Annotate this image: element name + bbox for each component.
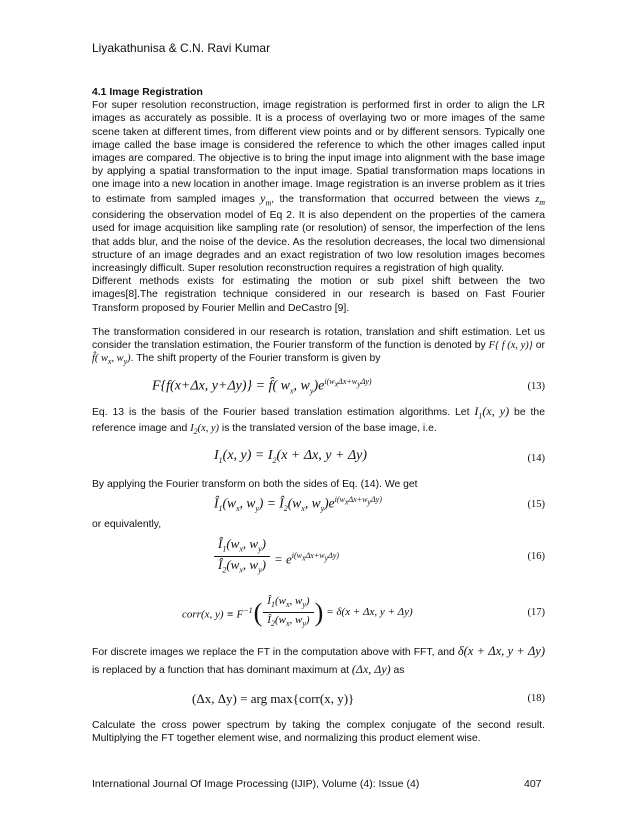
fraction: $\frac{Î_1(w_x, w_y)}{Î_2(w_x, w_y)}$ bbox=[214, 537, 270, 578]
fraction: $\frac{Î_1(w_x, w_y)}{Î_2(w_x, w_y)}$ bbox=[263, 595, 313, 631]
symbol-y-m: $y_m$ bbox=[260, 190, 272, 208]
symbol-z-m: $z_m$ bbox=[535, 193, 546, 207]
paragraph-1: For super resolution reconstruction, image registration is performed first in order to align the LR images as accurately as possible. It is a process of overlaying two or more images of the same scene taken at different times, from different view points and or by different sensors. Typically one image called the base image is considered the reference to which the other images called input images are compared. The objective is to bring the input image into alignment with the base image by applying a spatial transformation to the input image. Spatial transformation maps locations in one image into a new location in another image. Image registration is an inverse problem as it tries to estimate from sampled images $y_m$, the transformation that occurred between the views $z_m$ considering the observation model of Eq 2. It is also dependent on the properties of the camera used for image acquisition like sampling rate (or resolution) of sensor, the imperfection of the lens that adds blur, and the noise of the device. As the resolution decreases, the local two dimensional structure of an image degrades and an exact registration of two low resolution images becomes increasingly difficult. Super resolution reconstruction requires a registration of high quality. bbox=[92, 100, 546, 275]
equation-13: F{f(x+Δx, y+Δy)} = f̂( $w_x$, $w_y)e^{i(w_x\Delta x+w_y\Delta y)}$ (13) bbox=[152, 377, 545, 396]
equation-number: (16) bbox=[527, 551, 545, 563]
running-header: Liyakathunisa & C.N. Ravi Kumar bbox=[92, 41, 271, 55]
paragraph-5: By applying the Fourier transform on both the sides of Eq. (14). We get bbox=[92, 479, 418, 491]
symbol-delta-xy: (Δx, Δy) bbox=[351, 661, 391, 676]
equation-number: (17) bbox=[527, 607, 545, 619]
page-number: 407 bbox=[524, 778, 542, 790]
equation-number: (15) bbox=[527, 499, 545, 510]
equation-16: $\frac{Î_1(w_x, w_y)}{Î_2(w_x, w_y)}$ = $e^{i(w_x\Delta x+w_y\Delta y)}$ (16) bbox=[92, 531, 545, 583]
equation-17: corr(x, $y) \equiv F^{-1}$ ( $\frac{Î_1(w_x, w_y)}{Î_2(w_x, w_y)}$ ) = δ(x + Δx, y + Δy) (17) bbox=[92, 583, 545, 643]
equation-14: $I_1(x$, $y) = I_2(x + \Delta x$, y + Δy) (14) bbox=[214, 448, 545, 466]
section-heading: 4.1 Image Registration bbox=[92, 87, 203, 98]
symbol-delta: δ(x + Δx, y + Δy) bbox=[457, 643, 545, 658]
symbol-f-hat: f̂( $w_x$, $w_y$) bbox=[92, 353, 131, 367]
main-content bbox=[92, 86, 545, 745]
paragraph-7: For discrete images we replace the FT in the computation above with FFT, and δ(x + Δx, y + Δy) is replaced by a function that has dominant maximum at (Δx, Δy) as bbox=[92, 643, 545, 676]
paragraph-6: or equivalently, bbox=[92, 518, 162, 530]
symbol-fourier-f: F{ f (x, y)} bbox=[488, 340, 533, 352]
journal-footer: International Journal Of Image Processing (IJIP), Volume (4): Issue (4) bbox=[92, 778, 420, 790]
paragraph-8: Calculate the cross power spectrum by taking the complex conjugate of the second result. Multiplying the FT together element wise, and normalizing this product element wise. bbox=[92, 719, 545, 745]
equation-18: (Δx, Δy) = arg max{corr(x, y)} (18) bbox=[192, 691, 545, 707]
paragraph-2: Different methods exists for estimating the motion or sub pixel shift between the two images[8].The registration technique considered in our research is based on Fast Fourier Transform proposed by Fourier Mellin and DeCastro [9]. bbox=[92, 276, 545, 314]
paragraph-3: The transformation considered in our research is rotation, translation and shift estimation. Let us consider the translation estimation, the Fourier transform of the function is denoted by F{ f (x, y)} or f̂( $w_x$, $w_y$). The shift property of the Fourier transform is given by bbox=[92, 326, 545, 367]
equation-number: (18) bbox=[527, 693, 545, 705]
equation-15: $Î_1(w_x$, $w_y$) = $Î_2(w_x$, $w_y)e^{i(w_x\Delta x+w_y\Delta y)}$ (15) bbox=[214, 495, 545, 514]
equation-number: (14) bbox=[527, 452, 545, 464]
equation-number: (13) bbox=[527, 380, 545, 392]
paragraph-4: Eq. 13 is the basis of the Fourier based translation estimation algorithms. Let $I_1(x$, y) be the reference image and $I_2(x$, y) is the translated version of the base image, i.e. bbox=[92, 403, 545, 437]
symbol-i2: $I_2(x$, y) bbox=[190, 423, 220, 437]
symbol-i1: $I_1(x$, y) bbox=[474, 403, 510, 420]
